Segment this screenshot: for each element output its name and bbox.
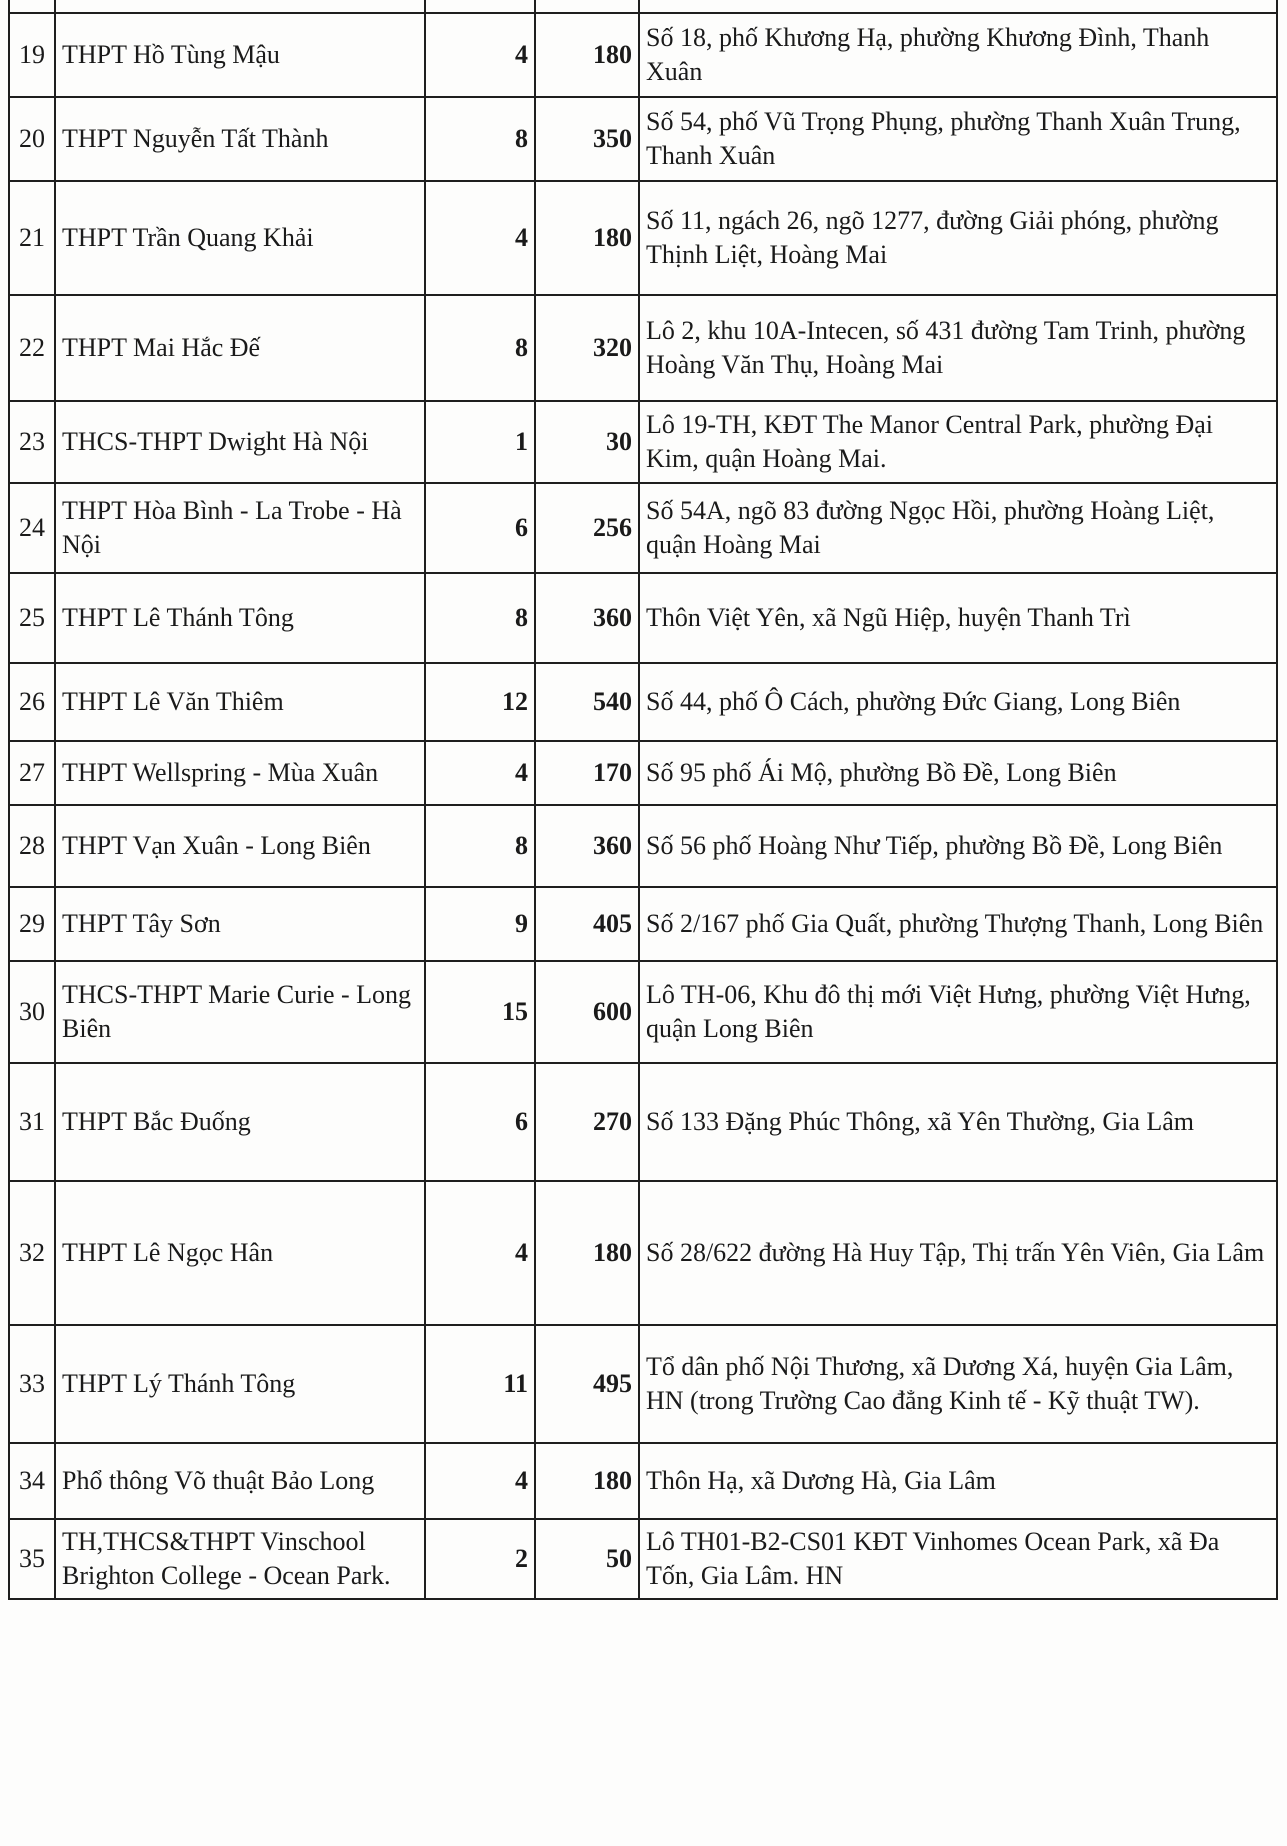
class-count-cell: 4 [425, 13, 535, 97]
address-cell: Lô TH-06, Khu đô thị mới Việt Hưng, phường Việt Hưng, quận Long Biên [639, 961, 1277, 1063]
row-number-cell: 34 [9, 1443, 55, 1519]
table-row [9, 887, 1277, 961]
address-cell: Lô TH01-B2-CS01 KĐT Vinhomes Ocean Park, xã Đa Tốn, Gia Lâm. HN [639, 1519, 1277, 1599]
class-count-cell: 2 [425, 1519, 535, 1599]
address-cell: Thôn Việt Yên, xã Ngũ Hiệp, huyện Thanh Trì [639, 573, 1277, 663]
row-number-cell: 25 [9, 573, 55, 663]
table-row-cut-off [9, 0, 1277, 13]
school-name-cell: THPT Lê Ngọc Hân [55, 1181, 425, 1325]
class-count-cell: 4 [425, 181, 535, 295]
row-number-cell: 22 [9, 295, 55, 401]
row-number-cell: 19 [9, 13, 55, 97]
address-cell: Số 18, phố Khương Hạ, phường Khương Đình, Thanh Xuân [639, 13, 1277, 97]
student-count-cell: 180 [535, 1443, 639, 1519]
table-row [9, 181, 1277, 295]
school-name-cell: THPT Lý Thánh Tông [55, 1325, 425, 1443]
student-count-cell: 170 [535, 741, 639, 805]
school-name-cell: THPT Wellspring - Mùa Xuân [55, 741, 425, 805]
address-cell: Số 11, ngách 26, ngõ 1277, đường Giải phóng, phường Thịnh Liệt, Hoàng Mai [639, 181, 1277, 295]
row-number-cell: 30 [9, 961, 55, 1063]
row-number-cell: 31 [9, 1063, 55, 1181]
table-row [9, 663, 1277, 741]
school-name-cell: Phổ thông Võ thuật Bảo Long [55, 1443, 425, 1519]
table-row [9, 295, 1277, 401]
class-count-cell: 8 [425, 573, 535, 663]
class-count-cell: 12 [425, 663, 535, 741]
school-name-cell: THPT Bắc Đuống [55, 1063, 425, 1181]
table-row [9, 401, 1277, 483]
address-cell: Số 56 phố Hoàng Như Tiếp, phường Bồ Đề, Long Biên [639, 805, 1277, 887]
class-count-cell: 15 [425, 961, 535, 1063]
row-number-cell: 28 [9, 805, 55, 887]
student-count-cell: 180 [535, 181, 639, 295]
school-name-cell [55, 0, 425, 13]
student-count-cell: 270 [535, 1063, 639, 1181]
class-count-cell: 11 [425, 1325, 535, 1443]
student-count-cell: 350 [535, 97, 639, 181]
class-count-cell: 4 [425, 1181, 535, 1325]
student-count-cell: 495 [535, 1325, 639, 1443]
class-count-cell: 8 [425, 805, 535, 887]
table-row [9, 1325, 1277, 1443]
row-number-cell: 21 [9, 181, 55, 295]
student-count-cell: 256 [535, 483, 639, 573]
table-row [9, 1519, 1277, 1599]
table-row [9, 13, 1277, 97]
student-count-cell: 540 [535, 663, 639, 741]
row-number-cell [9, 0, 55, 13]
class-count-cell: 6 [425, 1063, 535, 1181]
school-name-cell: THPT Hòa Bình - La Trobe - Hà Nội [55, 483, 425, 573]
address-cell: Số 54A, ngõ 83 đường Ngọc Hồi, phường Hoàng Liệt, quận Hoàng Mai [639, 483, 1277, 573]
school-table-body [9, 0, 1277, 1599]
school-name-cell: THPT Trần Quang Khải [55, 181, 425, 295]
school-name-cell: THPT Nguyễn Tất Thành [55, 97, 425, 181]
address-cell: Thôn Hạ, xã Dương Hà, Gia Lâm [639, 1443, 1277, 1519]
table-row [9, 573, 1277, 663]
school-name-cell: THCS-THPT Marie Curie - Long Biên [55, 961, 425, 1063]
school-name-cell: THPT Lê Thánh Tông [55, 573, 425, 663]
row-number-cell: 29 [9, 887, 55, 961]
class-count-cell: 4 [425, 741, 535, 805]
table-row [9, 1181, 1277, 1325]
address-cell: Số 2/167 phố Gia Quất, phường Thượng Thanh, Long Biên [639, 887, 1277, 961]
address-cell: Tổ dân phố Nội Thương, xã Dương Xá, huyện Gia Lâm, HN (trong Trường Cao đẳng Kinh tế - Kỹ thuật TW). [639, 1325, 1277, 1443]
class-count-cell: 4 [425, 1443, 535, 1519]
row-number-cell: 23 [9, 401, 55, 483]
class-count-cell: 8 [425, 295, 535, 401]
student-count-cell: 405 [535, 887, 639, 961]
address-cell: Số 44, phố Ô Cách, phường Đức Giang, Long Biên [639, 663, 1277, 741]
address-cell: Số 28/622 đường Hà Huy Tập, Thị trấn Yên Viên, Gia Lâm [639, 1181, 1277, 1325]
row-number-cell: 27 [9, 741, 55, 805]
address-cell: Số 133 Đặng Phúc Thông, xã Yên Thường, Gia Lâm [639, 1063, 1277, 1181]
row-number-cell: 33 [9, 1325, 55, 1443]
table-row [9, 483, 1277, 573]
row-number-cell: 26 [9, 663, 55, 741]
address-cell: Lô 2, khu 10A-Intecen, số 431 đường Tam Trinh, phường Hoàng Văn Thụ, Hoàng Mai [639, 295, 1277, 401]
address-cell: Lô 19-TH, KĐT The Manor Central Park, phường Đại Kim, quận Hoàng Mai. [639, 401, 1277, 483]
row-number-cell: 32 [9, 1181, 55, 1325]
student-count-cell: 180 [535, 1181, 639, 1325]
class-count-cell: 9 [425, 887, 535, 961]
school-name-cell: THPT Hồ Tùng Mậu [55, 13, 425, 97]
student-count-cell: 50 [535, 1519, 639, 1599]
student-count-cell: 360 [535, 805, 639, 887]
table-row [9, 961, 1277, 1063]
student-count-cell: 360 [535, 573, 639, 663]
row-number-cell: 20 [9, 97, 55, 181]
school-name-cell: THCS-THPT Dwight Hà Nội [55, 401, 425, 483]
row-number-cell: 35 [9, 1519, 55, 1599]
address-cell [639, 0, 1277, 13]
class-count-cell [425, 0, 535, 13]
address-cell: Số 54, phố Vũ Trọng Phụng, phường Thanh Xuân Trung, Thanh Xuân [639, 97, 1277, 181]
student-count-cell [535, 0, 639, 13]
class-count-cell: 1 [425, 401, 535, 483]
student-count-cell: 180 [535, 13, 639, 97]
table-row [9, 97, 1277, 181]
school-name-cell: THPT Vạn Xuân - Long Biên [55, 805, 425, 887]
student-count-cell: 600 [535, 961, 639, 1063]
school-name-cell: THPT Tây Sơn [55, 887, 425, 961]
school-name-cell: THPT Mai Hắc Đế [55, 295, 425, 401]
row-number-cell: 24 [9, 483, 55, 573]
student-count-cell: 320 [535, 295, 639, 401]
school-table [8, 0, 1278, 1600]
class-count-cell: 8 [425, 97, 535, 181]
table-row [9, 1063, 1277, 1181]
address-cell: Số 95 phố Ái Mộ, phường Bồ Đề, Long Biên [639, 741, 1277, 805]
table-row [9, 805, 1277, 887]
table-row [9, 1443, 1277, 1519]
class-count-cell: 6 [425, 483, 535, 573]
school-name-cell: TH,THCS&THPT Vinschool Brighton College - Ocean Park. [55, 1519, 425, 1599]
school-name-cell: THPT Lê Văn Thiêm [55, 663, 425, 741]
table-row [9, 741, 1277, 805]
student-count-cell: 30 [535, 401, 639, 483]
